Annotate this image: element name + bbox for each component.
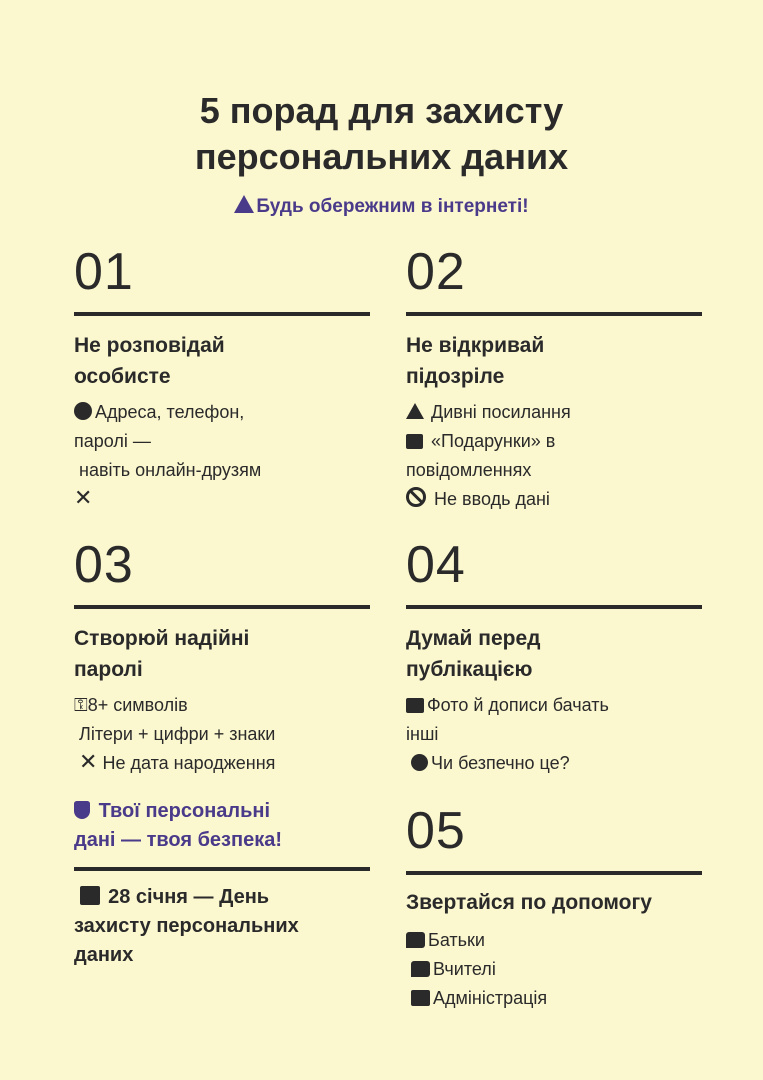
tip-body [74,398,374,514]
tip-item: Чи безпечно це? [431,753,570,773]
people-icon [411,990,430,1006]
tip-heading [74,330,374,392]
tip-heading-line: Звертайся по допомогу [406,891,652,914]
date-note-line: 28 січня — День [108,886,270,908]
tip-item: Дивні посилання [431,402,571,422]
tip-body [406,926,736,1013]
date-note [74,883,374,970]
divider [406,605,702,609]
cross-icon: ✕ [79,749,98,774]
folder-icon [406,698,424,713]
circle-icon [74,402,92,420]
tip-item: навіть онлайн-друзям [74,460,262,480]
banner-line: дані — твоя безпека! [74,829,282,851]
safety-banner [74,797,370,871]
tip-heading-line: підозріле [406,365,505,388]
tip-item: Адміністрація [433,988,548,1008]
banner-text [74,797,370,855]
subtitle-text: Будь обережним в інтернеті! [256,196,529,217]
calendar-icon [80,886,100,905]
tip-heading-line: Не розповідай [74,334,225,357]
gift-icon [406,434,423,449]
tip-heading [406,330,706,392]
tip-04 [406,537,706,778]
tip-02 [406,244,706,514]
tip-item: паролі — [74,431,151,451]
tip-03 [74,537,374,778]
tip-body [406,398,706,514]
prohibited-icon [406,487,426,507]
tip-item: «Подарунки» в [431,431,556,451]
tip-item: Батьки [428,930,485,950]
tip-01 [74,244,374,514]
tip-number: 05 [406,802,466,860]
tip-heading [74,623,374,685]
tip-item: Фото й дописи бачать [427,695,609,715]
tip-heading-line: Не відкривай [406,334,545,357]
divider [74,867,370,871]
key-icon: ⚿ [74,695,88,715]
tip-item: Літери + цифри + знаки [79,724,276,744]
tip-heading-line: особисте [74,365,171,388]
divider [406,871,702,875]
tip-number: 02 [406,243,466,301]
divider [74,605,370,609]
circle-icon [411,754,428,771]
tip-heading-line: публікацією [406,658,533,681]
tip-item: Не дата народження [102,753,276,773]
banner-line: Твої персональні [98,800,271,822]
date-note-line: захисту персональних [74,915,299,937]
page-title [0,88,763,180]
tip-item: Адреса, телефон, [95,402,245,422]
tip-heading [406,623,706,685]
shield-icon [74,801,90,819]
tip-heading-line: Створюй надійні [74,627,250,650]
tip-number: 04 [406,536,466,594]
warning-triangle-icon [234,195,254,213]
subtitle [0,195,763,218]
tip-item: Не вводь дані [434,489,550,509]
tip-05 [406,803,736,1013]
tip-body [406,691,706,778]
tip-item: Вчителі [433,959,496,979]
tip-number: 01 [74,243,134,301]
title-line-1: 5 порад для захисту [199,90,564,131]
cross-icon: ✕ [74,485,93,510]
speech-bubble-icon [406,932,425,948]
tip-item: повідомленнях [406,460,532,480]
tip-number: 03 [74,536,134,594]
date-note-line: даних [74,944,134,966]
tip-item: інші [406,724,439,744]
divider [74,312,370,316]
tip-heading [406,887,736,918]
speech-bubble-icon [411,961,430,977]
divider [406,312,702,316]
tip-heading-line: Думай перед [406,627,541,650]
title-line-2: персональних даних [194,136,569,177]
tip-item: 8+ символів [87,695,188,715]
warning-triangle-icon [406,403,424,419]
tip-heading-line: паролі [74,658,143,681]
tip-body [74,691,374,778]
